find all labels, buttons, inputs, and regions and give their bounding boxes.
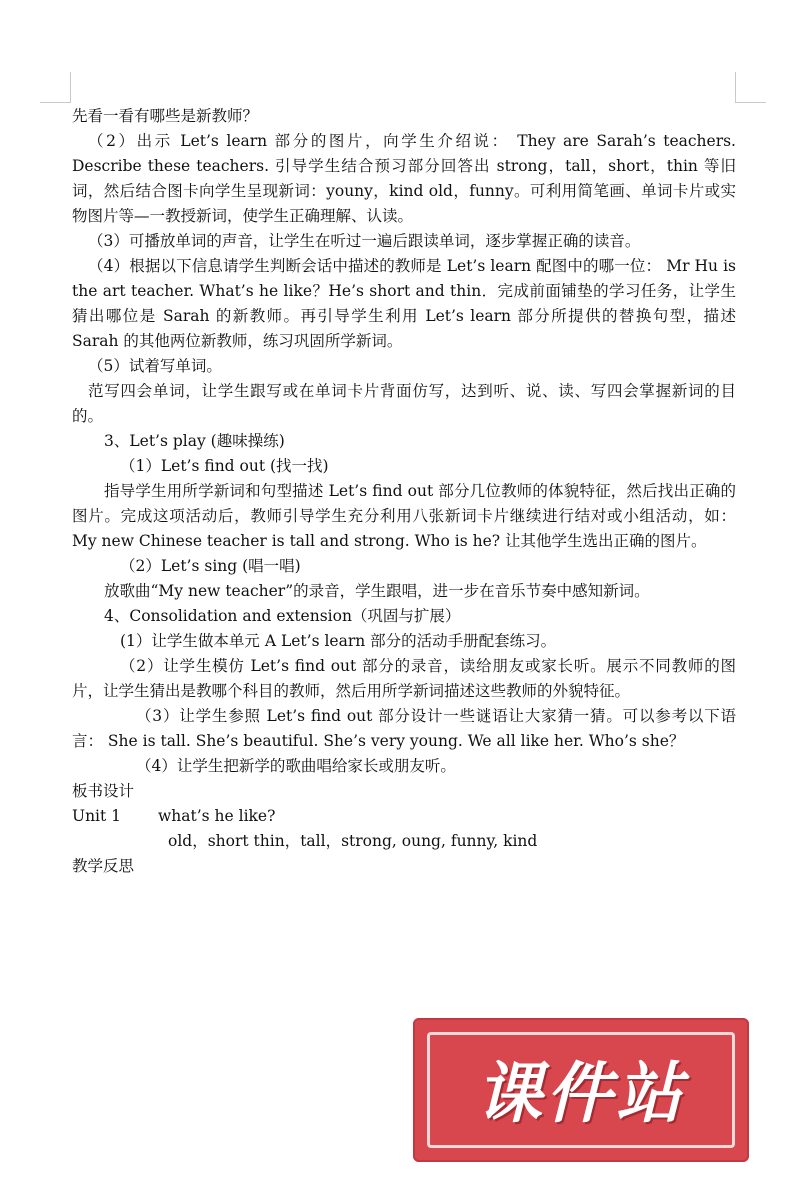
subsection-heading: （1）Let’s find out (找一找) <box>120 457 329 475</box>
paragraph: 指导学生用所学新词和句型描述 Let’s find out 部分几位教师的体貌特征，然后找出正确的图片。完成这项活动后，教师引导学生充分利用八张新词卡片继续进行结对或小组活动，如： My new Chinese teacher is tall and strong. Who is he? 让其他学生选出正确的图片。 <box>72 482 736 550</box>
board-words-row <box>72 829 736 854</box>
board-design-heading: 板书设计 <box>72 782 135 800</box>
watermark-logo-text: 课件站 <box>476 1055 686 1132</box>
subsection-heading: （2）Let’s sing (唱一唱) <box>120 557 301 575</box>
paragraph: 先看一看有哪些是新教师？ <box>72 107 259 125</box>
section-heading: 3、Let’s play (趣味操练) <box>104 432 285 450</box>
board-unit-label: Unit 1 <box>72 807 122 825</box>
board-words: old，short thin，tall，strong, oung, funny, kind <box>168 832 538 850</box>
section-heading: 4、Consolidation and extension（巩固与扩展） <box>104 607 461 625</box>
paragraph: （4）让学生把新学的歌曲唱给家长或朋友听。 <box>136 757 456 775</box>
paragraph: (1）让学生做本单元 A Let’s learn 部分的活动手册配套练习。 <box>120 632 557 650</box>
paragraph: （5）试着写单词。 <box>88 357 222 375</box>
paragraph: （4）根据以下信息请学生判断会话中描述的教师是 Let’s learn 配图中的哪一位： Mr Hu is the art teacher. What’s he like？He’s short and thin．完成前面铺垫的学习任务，让学生猜出哪位是 Sarah 的新教师。再引导学生利用 Let’s learn 部分所提供的替换句型，描述 Sarah 的其他两位新教师，练习巩固所学新词。 <box>72 257 736 350</box>
board-title: what’s he like? <box>158 807 276 825</box>
paragraph: 放歌曲“My new teacher”的录音，学生跟唱，进一步在音乐节奏中感知新词。 <box>104 582 650 600</box>
page-corner-mark-top-left <box>40 72 71 103</box>
teaching-reflection-heading: 教学反思 <box>72 857 135 875</box>
paragraph: （2）让学生模仿 Let’s find out 部分的录音，读给朋友或家长听。展示不同教师的图片，让学生猜出是教哪个科目的教师，然后用所学新词描述这些教师的外貌特征。 <box>72 657 736 700</box>
paragraph: 范写四会单词，让学生跟写或在单词卡片背面仿写，达到听、说、读、写四会掌握新词的目的。 <box>72 382 736 425</box>
document-body <box>72 104 736 879</box>
page-corner-mark-top-right <box>735 72 766 103</box>
paragraph: （3）可播放单词的声音，让学生在听过一遍后跟读单词，逐步掌握正确的读音。 <box>88 232 641 250</box>
paragraph: （3）让学生参照 Let’s find out 部分设计一些谜语让大家猜一猜。可以参考以下语言： She is tall. She’s beautiful. She’s very young. We all like her. Who’s she？ <box>72 707 736 750</box>
board-title-row <box>72 804 736 829</box>
watermark-logo <box>413 1018 749 1162</box>
paragraph: （2）出示 Let’s learn 部分的图片，向学生介绍说： They are Sarah’s teachers. Describe these teachers. 引导学生结合预习部分回答出 strong，tall，short，thin 等旧词，然后结合图卡向学生呈现新词：youny，kind old，funny。可利用简笔画、单词卡片或实物图片等—一教授新词，使学生正确理解、认读。 <box>72 132 736 225</box>
